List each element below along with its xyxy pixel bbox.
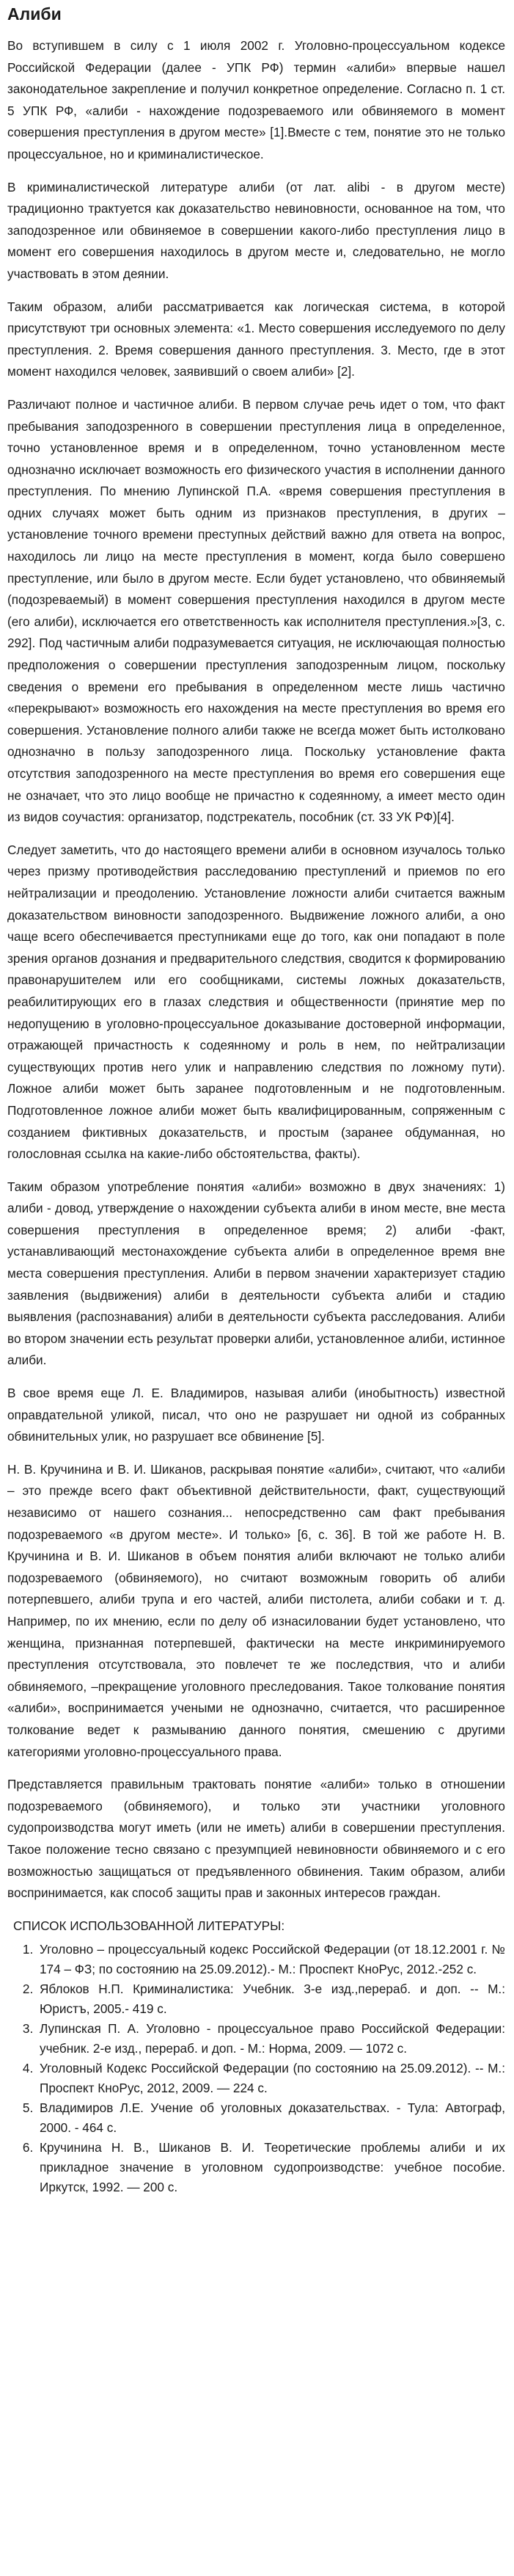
paragraph-1: Во вступившем в силу с 1 июля 2002 г. Уголовно-процессуальном кодексе Российской Федерации (далее - УПК РФ) термин «алиби» впервые нашел законодательное закрепление и получил конкретное определение. Согласно п. 1 ст. 5 УПК РФ, «алиби - нахождение подозреваемого или обвиняемого в момент совершения преступления в другом месте» [1].Вместе с тем, понятие это не только процессуальное, но и криминалистическое. bbox=[7, 38, 505, 161]
paragraph-5: Следует заметить, что до настоящего времени алиби в основном изучалось только через призму противодействия расследованию преступлений и приемов по его нейтрализации и преодолению. Установление ложности алиби считается важным доказательством виновности заподозренного. Выдвижение ложного алиби, а оно чаще всего обеспечивается преступниками еще до того, как они попадают в поле зрения органов дознания и предварительного следствия, сводится к формированию правонарушителем или его сообщниками, системы ложных доказательств, реабилитирующих его в глазах следствия и общественности (принятие мер по недопущению в уголовно-процессуальное доказывание достоверной информации, отражающей причастность к содеянному и роль в нем, по нейтрализации существующих против него улик и направлению следствия по ложному пути). Ложное алиби может быть заранее подготовленным и не подготовленным. Подготовленное ложное алиби может быть квалифицированным, сопряженным с созданием фиктивных доказательств, и простым (заранее обдуманная, но голословная ссылка на какие-либо обстоятельства, факты). bbox=[7, 842, 505, 1162]
reference-item: 2. Яблоков Н.П. Криминалистика: Учебник. 3-е изд.,перераб. и доп. -- М.: Юристъ, 2005.- 419 с. bbox=[37, 1979, 505, 2019]
reference-item: 5. Владимиров Л.Е. Учение об уголовных доказательствах. - Тула: Автограф, 2000. - 464 с. bbox=[37, 2098, 505, 2138]
paragraph-4: Различают полное и частичное алиби. В первом случае речь идет о том, что факт пребывания заподозренного в совершении преступления лица в определенное, точно установленное время и в определенном, точно установленном месте однозначно исключает возможность его физического участия в исполнении данного преступления. По мнению Лупинской П.А. «время совершения преступления в одних случаях может быть одним из признаков преступления, в других – установление точного времени преступных действий важно для ответа на вопрос, находилось ли лицо на месте преступления в момент, когда было совершено преступление, или было в другом месте. Если будет установлено, что обвиняемый (подозреваемый) в момент совершения преступления находился в другом месте (его алиби), исключается его ответственность как исполнителя преступления.»[3, с. 292]. Под частичным алиби подразумевается ситуация, не исключающая полностью предположения о совершении преступления заподозренным лицом, поскольку сведения о времени его пребывания в определенном месте лишь частично «перекрывают» возможность его нахождения на месте преступления во время его совершения. Установление полного алиби также не всегда может быть истолковано однозначно в пользу заподозренного лица. Поскольку установление факта отсутствия заподозренного на месте преступления во время его совершения еще не означает, что это лицо вообще не причастно к содеянному, а имеет место один из видов соучастия: организатор, подстрекатель, пособник (ст. 33 УК РФ)[4]. bbox=[7, 396, 505, 825]
reference-item: 3. Лупинская П. А. Уголовно - процессуальное право Российской Федерации: учебник. 2-е изд., перераб. и доп. - М.: Норма, 2009. — 1072 с. bbox=[37, 2019, 505, 2059]
article-title: Алиби bbox=[7, 4, 62, 23]
reference-item: 6. Кручинина Н. В., Шиканов В. И. Теоретические проблемы алиби и их прикладное значение в уголовном судопроизводстве: учебное пособие. Иркутск, 1992. — 200 с. bbox=[37, 2138, 505, 2197]
paragraph-9: Представляется правильным трактовать понятие «алиби» только в отношении подозреваемого (обвиняемого), и только эти участники уголовного судопроизводства могут иметь (или не иметь) алиби в совершении преступления. Такое положение тесно связано с презумпцией невиновности обвиняемого и с его возможностью защищаться от предъявленного обвинения. Таким образом, алиби воспринимается, как способ защиты прав и законных интересов граждан. bbox=[7, 1777, 505, 1901]
paragraph-8: Н. В. Кручинина и В. И. Шиканов, раскрывая понятие «алиби», считают, что «алиби – это прежде всего факт объективной действительности, факт, существующий независимо от нашего сознания... непосредственно сам факт пребывания подозреваемого «в другом месте». И только» [6, с. 36]. В той же работе Н. В. Кручинина и В. И. Шиканов в объем понятия алиби включают не только алиби подозреваемого (обвиняемого), но считают возможным говорить об алиби потерпевшего, алиби трупа и его частей, алиби пистолета, алиби собаки и т. д. Например, по их мнению, если по делу об изнасиловании будет установлено, что женщина, признанная потерпевшей, фактически на месте инкриминируемого преступления отсутствовала, это повлечет те же последствия, что и алиби обвиняемого, –прекращение уголовного преследования. Такое толкование понятия «алиби», воспринимается учеными не однозначно, считается, что расширенное толкование ведет к размыванию данного понятия, смешению с другими категориями уголовно-процессуального права. bbox=[7, 1461, 505, 1759]
paragraph-6: Таким образом употребление понятия «алиби» возможно в двух значениях: 1) алиби - довод, утверждение о нахождении субъекта алиби в ином месте, вне места совершения преступления в определенное время; 2) алиби -факт, устанавливающий местонахождение субъекта алиби в определенное время вне места совершения преступления. Алиби в первом значении характеризует стадию заявления (выдвижения) алиби в деятельности субъекта алиби и стадию выявления (распознавания) алиби в деятельности субъекта расследования. Алиби во втором значении есть результат проверки алиби, установленное алиби, истинное алиби. bbox=[7, 1179, 505, 1368]
paragraph-7: В свое время еще Л. Е. Владимиров, называя алиби (инобытность) известной оправдательной уликой, писал, что оно не разрушает ни одной из собранных обвинительных улик, но разрушает все обвинение [5]. bbox=[7, 1386, 505, 1444]
reference-item: 1. Уголовно – процессуальный кодекс Российской Федерации (от 18.12.2001 г. № 174 – ФЗ; по состоянию на 25.09.2012).- М.: Проспект КноРус, 2012.-252 с. bbox=[37, 1940, 505, 1979]
references-heading: СПИСОК ИСПОЛЬЗОВАННОЙ ЛИТЕРАТУРЫ: bbox=[13, 1918, 285, 1933]
reference-item: 4. Уголовный Кодекс Российской Федерации (по состоянию на 25.09.2012). -- М.: Проспект КноРус, 2012, 2009. — 224 с. bbox=[37, 2059, 505, 2098]
references-list bbox=[7, 1940, 505, 2197]
paragraph-2: В криминалистической литературе алиби (от лат. alibi - в другом месте) традиционно трактуется как доказательство невиновности, основанное на том, что заподозренное или обвиняемое в совершении какого-либо преступления лицо в момент его совершения находилось в другом месте и, следовательно, не могло участвовать в этом деянии. bbox=[7, 179, 505, 281]
paragraph-3: Таким образом, алиби рассматривается как логическая система, в которой присутствуют три основных элемента: «1. Место совершения исследуемого по делу преступления. 2. Время совершения данного преступления. 3. Место, где в этот момент находился человек, заявивший о своем алиби» [2]. bbox=[7, 299, 505, 379]
